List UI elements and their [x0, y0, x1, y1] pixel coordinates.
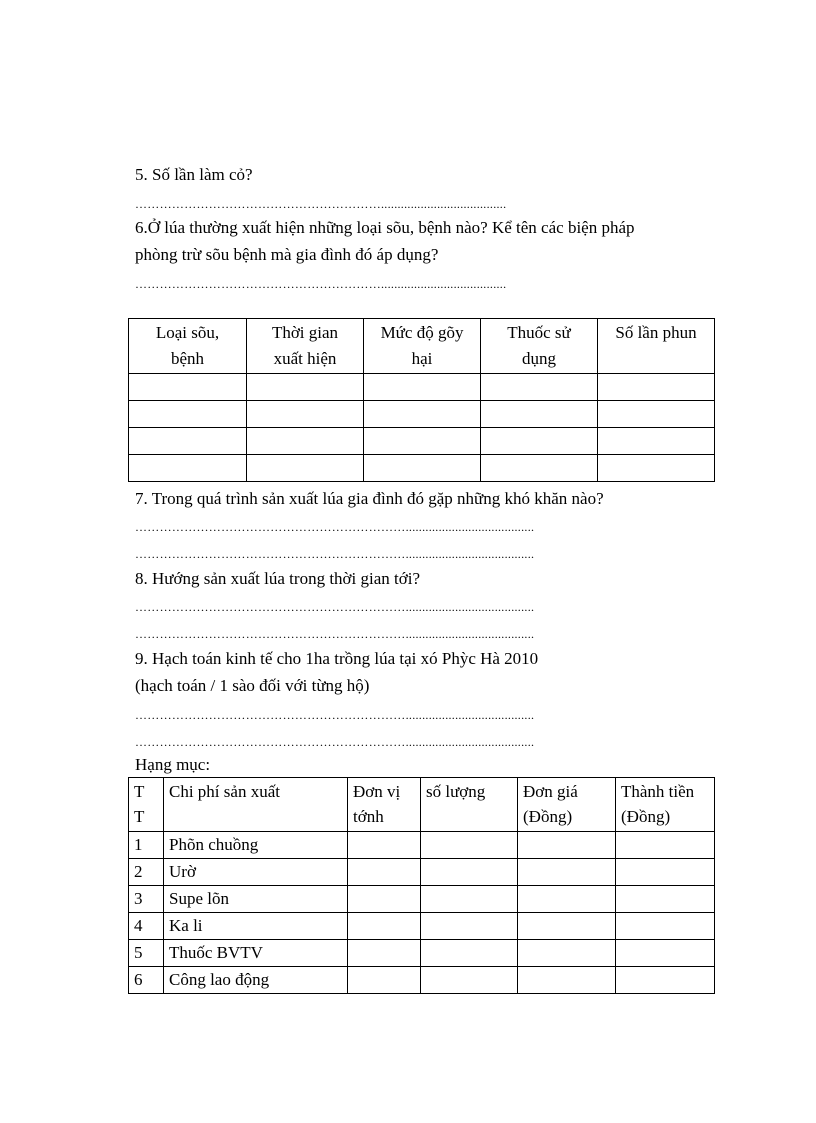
row-number: 2 — [129, 859, 164, 886]
table-cell — [421, 913, 518, 940]
answer-line-q8-1: …………………………………………………………....................................... — [135, 600, 535, 614]
row-item: Ka li — [164, 913, 348, 940]
table-cell — [481, 374, 598, 401]
table-cell — [364, 428, 481, 455]
header-cell-unit-price: Đơn giá (Đồng) — [518, 778, 616, 832]
table-cell — [616, 940, 715, 967]
table-cell — [481, 455, 598, 482]
table-cell — [348, 967, 421, 994]
table-cell — [598, 428, 715, 455]
header-cell-amount: Thành tiền (Đồng) — [616, 778, 715, 832]
answer-line-q5: ……………………………………………………...................................... — [135, 197, 507, 211]
pest-table — [128, 318, 715, 482]
header-cell-quantity: số lượng — [421, 778, 518, 832]
table-cell — [616, 832, 715, 859]
answer-line-q9-2: …………………………………………………………....................................... — [135, 735, 535, 749]
answer-line-q7-2: …………………………………………………………....................................... — [135, 547, 535, 561]
table-cell — [616, 967, 715, 994]
table-cell — [129, 401, 247, 428]
table-cell — [247, 374, 364, 401]
table-cell — [421, 940, 518, 967]
table-cell — [129, 374, 247, 401]
table-cell — [598, 374, 715, 401]
row-item: Urờ — [164, 859, 348, 886]
table-row — [129, 455, 715, 482]
table-row — [129, 859, 715, 886]
table-row — [129, 428, 715, 455]
row-number: 1 — [129, 832, 164, 859]
row-number: 4 — [129, 913, 164, 940]
table-cell — [518, 913, 616, 940]
question-8: 8. Hướng sản xuất lúa trong thời gian tới? — [135, 569, 420, 588]
header-cell-damage-level: Mức độ gõy hại — [364, 319, 481, 374]
table-cell — [616, 859, 715, 886]
question-6-line-1: 6.Ở lúa thường xuất hiện những loại sõu, bệnh nào? Kể tên các biện pháp — [135, 218, 635, 237]
table-cell — [348, 832, 421, 859]
table-row — [129, 967, 715, 994]
answer-line-q6: ……………………………………………………...................................... — [135, 277, 507, 291]
question-7: 7. Trong quá trình sản xuất lúa gia đình đó gặp những khó khăn nào? — [135, 489, 604, 508]
header-cell-pesticide: Thuốc sử dụng — [481, 319, 598, 374]
header-cell-unit: Đơn vị tớnh — [348, 778, 421, 832]
header-cell-time: Thời gian xuất hiện — [247, 319, 364, 374]
table-cell — [247, 455, 364, 482]
header-cell-spray-count: Số lần phun — [598, 319, 715, 374]
table-cell — [421, 832, 518, 859]
items-label: Hạng mục: — [135, 755, 211, 774]
table-cell — [348, 940, 421, 967]
answer-line-q7-1: …………………………………………………………....................................... — [135, 520, 535, 534]
table-cell — [421, 967, 518, 994]
table-cell — [421, 859, 518, 886]
table-cell — [247, 428, 364, 455]
row-number: 3 — [129, 886, 164, 913]
table-cell — [518, 832, 616, 859]
answer-line-q8-2: …………………………………………………………....................................... — [135, 627, 535, 641]
question-9-line-1: 9. Hạch toán kinh tế cho 1ha trồng lúa tại xó Phỳc Hà 2010 — [135, 649, 539, 668]
table-cell — [598, 401, 715, 428]
cost-table — [128, 777, 715, 994]
table-cell — [421, 886, 518, 913]
answer-line-q9-1: …………………………………………………………....................................... — [135, 708, 535, 722]
table-cell — [518, 967, 616, 994]
question-5: 5. Số lần làm cỏ? — [135, 165, 253, 184]
row-item: Thuốc BVTV — [164, 940, 348, 967]
table-row — [129, 913, 715, 940]
table-row — [129, 886, 715, 913]
table-cell — [348, 859, 421, 886]
table-cell — [481, 401, 598, 428]
table-cell — [364, 401, 481, 428]
cost-table-header — [129, 778, 715, 832]
question-6-line-2: phòng trừ sõu bệnh mà gia đình đó áp dụng? — [135, 245, 439, 264]
table-cell — [129, 455, 247, 482]
table-cell — [518, 859, 616, 886]
table-cell — [616, 886, 715, 913]
row-number: 5 — [129, 940, 164, 967]
table-cell — [364, 455, 481, 482]
table-row — [129, 940, 715, 967]
table-cell — [129, 428, 247, 455]
table-cell — [481, 428, 598, 455]
row-item: Supe lõn — [164, 886, 348, 913]
table-row — [129, 374, 715, 401]
table-cell — [348, 913, 421, 940]
header-cell-no: T T — [129, 778, 164, 832]
pest-table-header — [129, 319, 715, 374]
row-number: 6 — [129, 967, 164, 994]
question-9-line-2: (hạch toán / 1 sào đối với từng hộ) — [135, 676, 370, 695]
header-cell-pest-type: Loại sõu, bệnh — [129, 319, 247, 374]
table-cell — [364, 374, 481, 401]
header-cell-cost-item: Chi phí sản xuất — [164, 778, 348, 832]
table-row — [129, 832, 715, 859]
table-row — [129, 401, 715, 428]
table-cell — [348, 886, 421, 913]
row-item: Công lao động — [164, 967, 348, 994]
table-cell — [616, 913, 715, 940]
table-cell — [518, 886, 616, 913]
table-cell — [518, 940, 616, 967]
table-cell — [598, 455, 715, 482]
table-cell — [247, 401, 364, 428]
row-item: Phõn chuồng — [164, 832, 348, 859]
